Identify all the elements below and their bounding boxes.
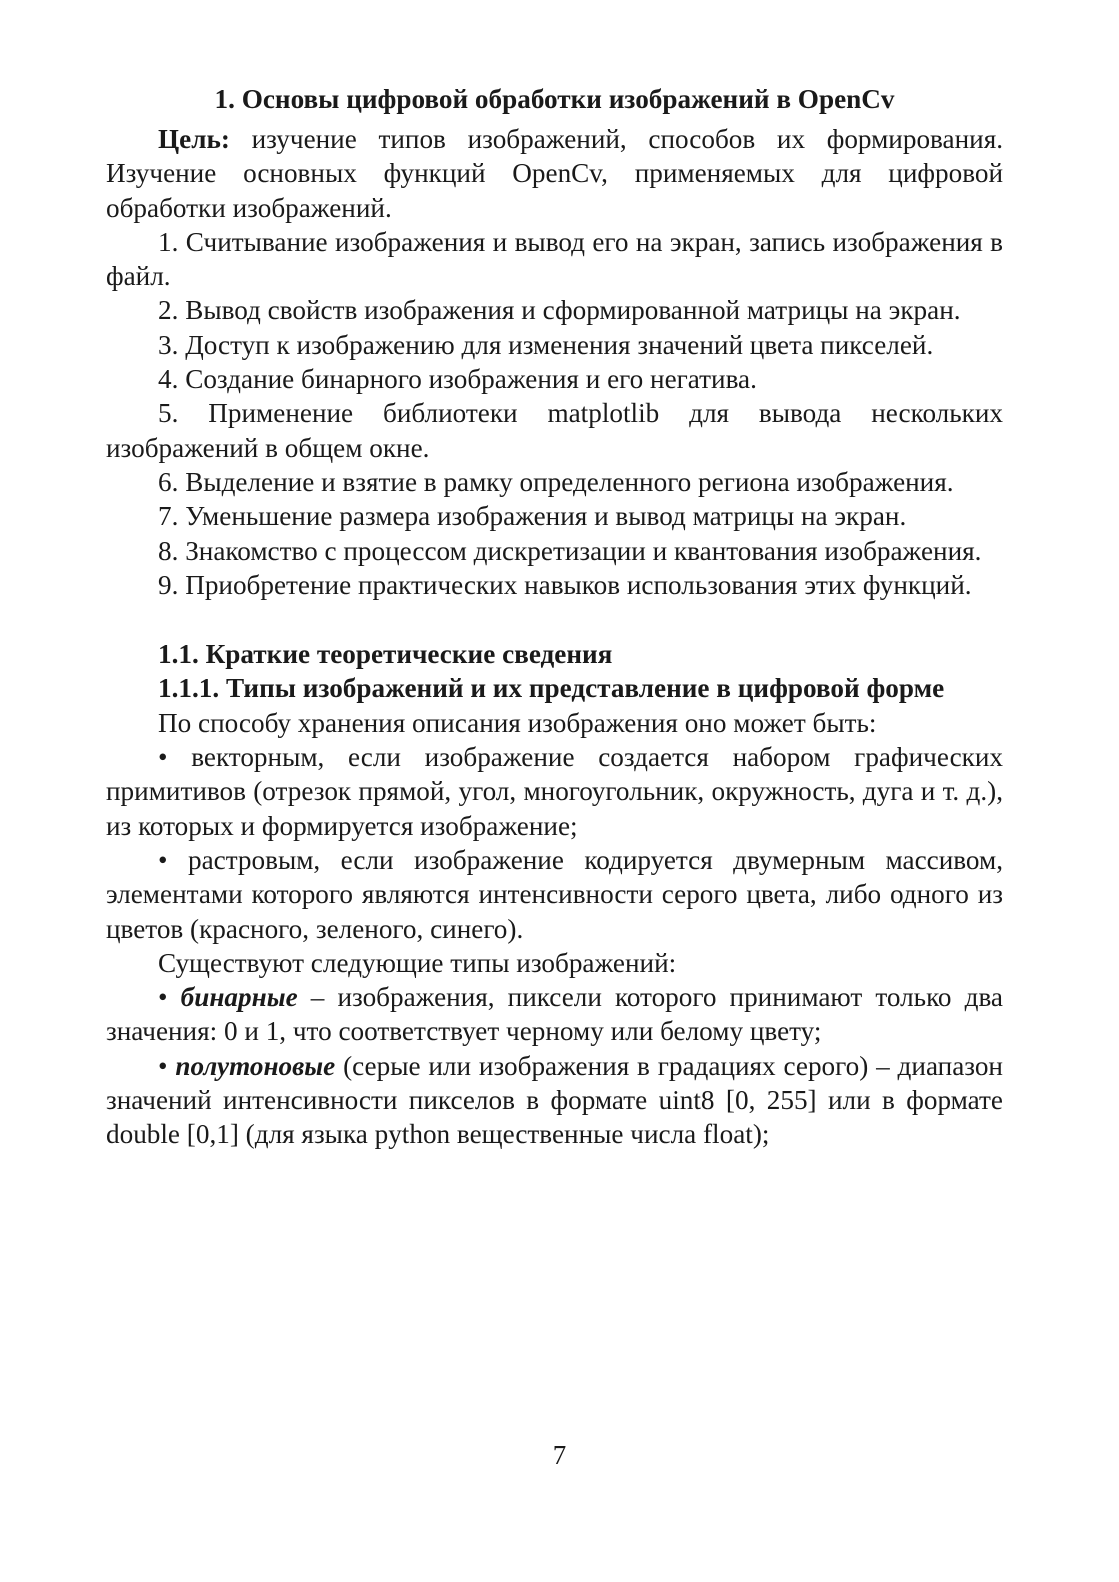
task-item-2: 2. Вывод свойств изображения и сформированной матрицы на экран. [158,295,961,326]
task-item-4: 4. Создание бинарного изображения и его негатива. [158,364,757,395]
bullet-marker: • [158,982,181,1013]
vector-bullet: • векторным, если изображение создается набором графических примитивов (отрезок прямой, угол, многоугольник, окружность, дуга и т. д.), из которых и формируется изображение; [106,742,1003,841]
goal-paragraph [106,122,1003,225]
subsection-title: 1.1.1. Типы изображений и их представление в цифровой форме [158,673,945,704]
task-item-7: 7. Уменьшение размера изображения и вывод матрицы на экран. [158,501,907,532]
section-spacer [106,602,1003,637]
section-title: 1.1. Краткие теоретические сведения [158,639,613,670]
storage-intro: По способу хранения описания изображения оно может быть: [158,707,877,738]
binary-text: – изображения, пиксели которого принимают только два значения: 0 и 1, что соответствует черному или белому цвету; [106,982,1003,1047]
binary-term: бинарные [180,982,298,1013]
task-item-9: 9. Приобретение практических навыков использования этих функций. [158,569,972,600]
types-intro: Существуют следующие типы изображений: [158,947,677,978]
grayscale-text: (серые или изображения в градациях серого) – диапазон значений интенсивности пикселов в формате uint8 [0, 255] или в формате double [0,1] (для языка python вещественные числа float); [106,1050,1003,1150]
grayscale-term: полутоновые [175,1050,336,1081]
task-item-1: 1. Считывание изображения и вывод его на экран, запись изображения в файл. [106,226,1003,292]
task-item-6: 6. Выделение и взятие в рамку определенного региона изображения. [158,466,954,497]
goal-label: Цель: [158,124,230,154]
raster-bullet: • растровым, если изображение кодируется двумерным массивом, элементами которого являются интенсивности серого цвета, либо одного из цветов (красного, зеленого, синего). [106,844,1003,944]
goal-text: изучение типов изображений, способов их формирования. Изучение основных функций OpenCv, применяемых для цифровой обработки изображений. [106,124,1003,223]
bullet-marker: • [158,1050,176,1081]
task-item-8: 8. Знакомство с процессом дискретизации и квантования изображения. [158,535,982,566]
task-item-3: 3. Доступ к изображению для изменения значений цвета пикселей. [158,329,934,360]
binary-bullet-item [106,980,1003,1049]
task-item-5: 5. Применение библиотеки matplotlib для вывода нескольких изображений в общем окне. [106,398,1003,463]
page-content [106,80,1003,1152]
grayscale-bullet-item [106,1049,1003,1152]
chapter-title: 1. Основы цифровой обработки изображений в OpenCv [214,84,895,114]
page-number: 7 [552,1440,567,1470]
